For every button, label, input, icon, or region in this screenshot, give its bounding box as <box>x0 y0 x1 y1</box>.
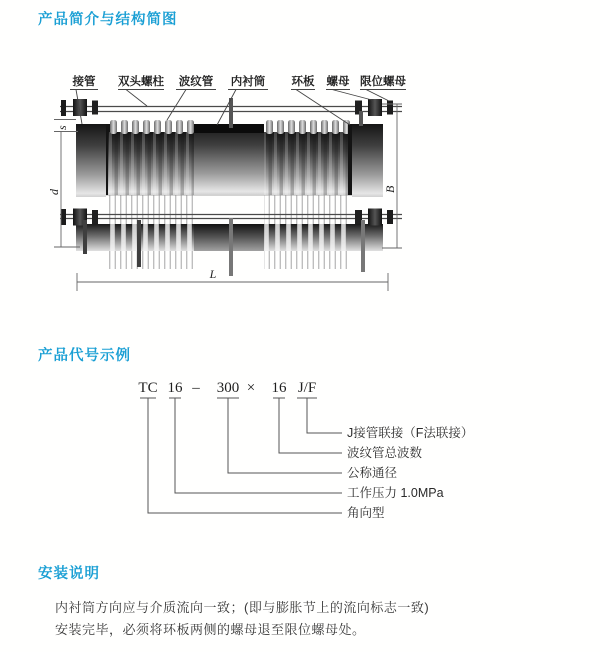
flange-right <box>352 124 383 197</box>
part-label-limit-nut: 限位螺母 <box>360 76 406 88</box>
part-label-connecting-pipe: 接管 <box>72 76 96 88</box>
callout-wave-count: 波纹管总波数 <box>347 446 423 460</box>
code-callout-lines <box>140 398 342 513</box>
code-dash: – <box>192 380 200 396</box>
product-code-figure <box>130 376 500 526</box>
code-type: TC <box>138 380 158 396</box>
part-label-stud: 双头螺柱 <box>118 76 164 88</box>
dim-d: d <box>47 189 61 195</box>
part-label-nut: 螺母 <box>326 76 350 88</box>
section-title-intro: 产品简介与结构简图 <box>38 12 178 28</box>
dim-s: s <box>55 125 69 130</box>
flange-left <box>76 124 106 197</box>
code-connection: J/F <box>297 380 317 396</box>
callout-angular-type: 角向型 <box>347 506 385 520</box>
code-waves: 16 <box>271 380 287 396</box>
part-label-ring-plate: 环板 <box>291 76 315 88</box>
bellows-left <box>108 120 194 195</box>
dim-B: B <box>383 185 397 193</box>
callout-connection: J接管联接（F法联接） <box>347 426 474 440</box>
ring-plate-right <box>348 124 352 195</box>
code-pressure: 16 <box>167 380 183 396</box>
code-diameter: 300 <box>216 380 240 396</box>
bellows-right <box>264 120 350 195</box>
part-label-bellows: 波纹管 <box>178 76 214 88</box>
install-note-2: 安装完毕，必须将环板两侧的螺母退至限位螺母处。 <box>55 622 366 637</box>
structure-diagram <box>30 62 470 307</box>
section-title-install: 安装说明 <box>38 566 100 582</box>
callout-working-pressure: 工作压力 1.0MPa <box>347 486 444 500</box>
part-label-inner-sleeve: 内衬筒 <box>230 76 266 88</box>
install-note-1: 内衬筒方向应与介质流向一致；(即与膨胀节上的流向标志一致) <box>55 600 430 615</box>
dim-L: L <box>209 267 217 281</box>
callout-nominal-diameter: 公称通径 <box>347 466 398 480</box>
code-times: × <box>246 380 256 396</box>
inner-sleeve-tube <box>194 124 264 195</box>
section-title-code: 产品代号示例 <box>38 348 131 364</box>
